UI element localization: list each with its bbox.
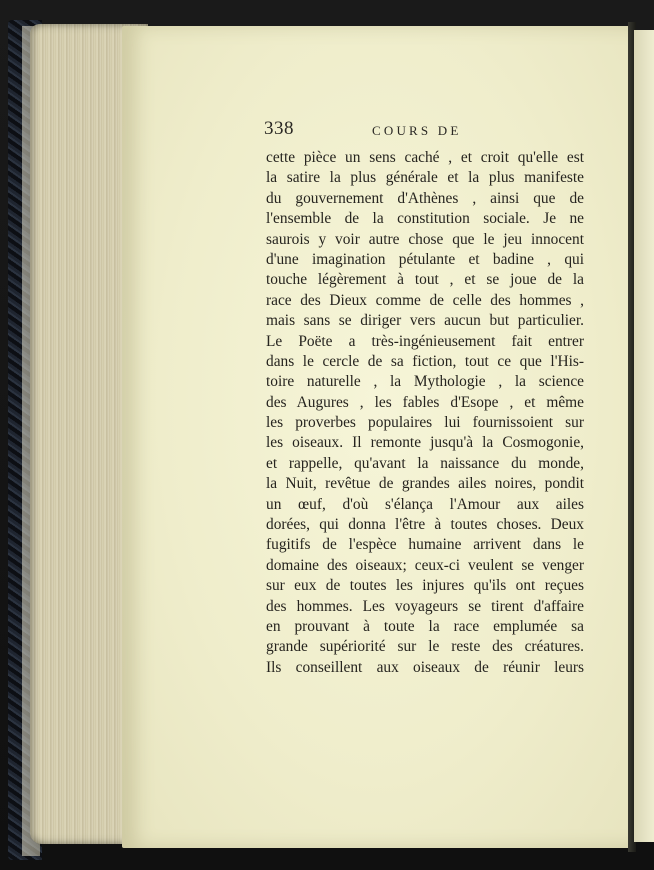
text-line: et rappelle, qu'avant la naissance du monde, <box>266 454 584 472</box>
text-line: la Nuit, revêtue de grandes ailes noires, pondit <box>266 475 584 493</box>
text-line: du gouvernement d'Athènes , ainsi que de <box>266 189 584 207</box>
text-line: en prouvant à toute la race emplumée sa <box>266 617 584 635</box>
text-line: Ils conseillent aux oiseaux de réunir leurs <box>266 658 584 676</box>
text-line: les oiseaux. Il remonte jusqu'à la Cosmogonie, <box>266 434 584 452</box>
running-head: COURS DE <box>372 123 462 138</box>
text-line: Le Poëte a très-ingénieusement fait entrer <box>266 332 584 350</box>
text-line: sur eux de toutes les injures qu'ils ont reçues <box>266 577 584 595</box>
text-line: des Augures , les fables d'Esope , et même <box>266 393 584 411</box>
text-line: touche légèrement à tout , et se joue de la <box>266 271 584 289</box>
facing-page-edge <box>634 30 654 842</box>
text-line: des hommes. Les voyageurs se tirent d'affaire <box>266 597 584 615</box>
text-line: d'une imagination pétulante et badine , qui <box>266 250 584 268</box>
text-line: saurois y voir autre chose que le jeu innocent <box>266 230 584 248</box>
text-line: toire naturelle , la Mythologie , la science <box>266 373 584 391</box>
page-header <box>264 118 584 144</box>
text-line: les proverbes populaires lui fournissoient sur <box>266 414 584 432</box>
text-line: dans le cercle de sa fiction, tout ce que l'His- <box>266 352 584 370</box>
text-line: dorées, qui donna l'être à toutes choses. Deux <box>266 516 584 534</box>
text-line: un œuf, d'où s'élança l'Amour aux ailes <box>266 495 584 513</box>
page-number: 338 <box>264 118 294 139</box>
text-line: la satire la plus générale et la plus manifeste <box>266 169 584 187</box>
text-line: l'ensemble de la constitution sociale. Je ne <box>266 210 584 228</box>
text-line: fugitifs de l'espèce humaine arrivent dans le <box>266 536 584 554</box>
text-line: domaine des oiseaux; ceux-ci veulent se venger <box>266 556 584 574</box>
body-text <box>266 148 584 678</box>
text-line: race des Dieux comme de celle des hommes , <box>266 291 584 309</box>
text-line: cette pièce un sens caché , et croit qu'elle est <box>266 149 584 166</box>
text-line: mais sans se diriger vers aucun but particulier. <box>266 312 584 330</box>
text-line: grande supériorité sur le reste des créatures. <box>266 638 584 656</box>
